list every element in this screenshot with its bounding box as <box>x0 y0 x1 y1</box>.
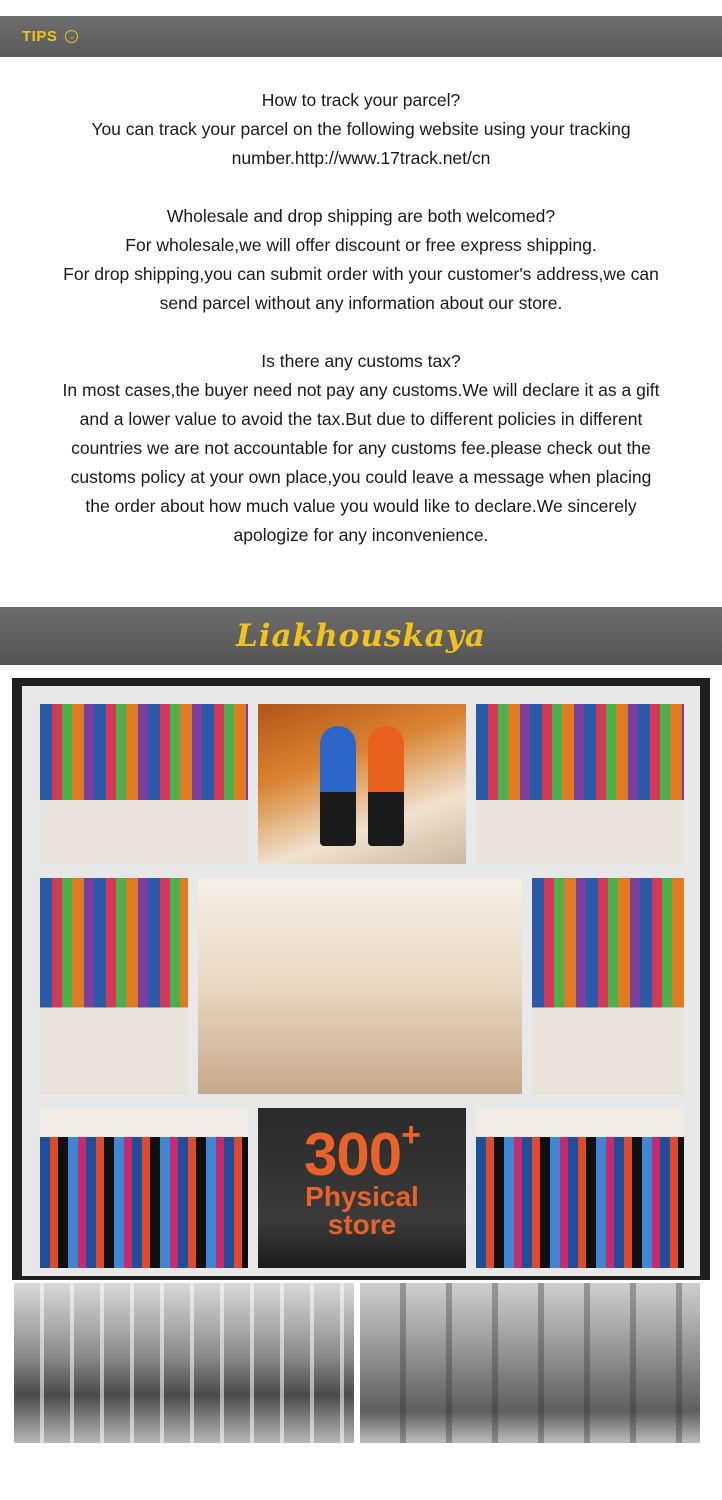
faq-answer-line: In most cases,the buyer need not pay any customs.We will declare it as a gift <box>62 380 660 400</box>
store-photo-gallery <box>12 678 710 1280</box>
store-photo <box>476 704 684 864</box>
store-photo-mannequins <box>258 704 466 864</box>
store-name: Liakhouskaya <box>235 618 486 654</box>
promo-line-2: store <box>327 1209 397 1240</box>
faq-question: Wholesale and drop shipping are both welcomed? <box>166 206 556 226</box>
store-photo <box>476 1108 684 1268</box>
store-photo <box>40 704 248 864</box>
store-photo <box>40 1108 248 1268</box>
faq-answer-line: countries we are not accountable for any customs fee.please check out the <box>71 438 651 458</box>
faq-answer-line: For wholesale,we will offer discount or free express shipping. <box>125 235 597 255</box>
faq-answer-line: customs policy at your own place,you could leave a message when placing <box>70 467 652 487</box>
gallery-frame <box>22 686 700 1276</box>
faq-answer-line: number.http://www.17track.net/cn <box>231 148 491 168</box>
promo-line-1: Physical <box>305 1181 419 1212</box>
faq-answer-line: For drop shipping,you can submit order with your customer's address,we can <box>63 264 659 284</box>
factory-photo-warehouse <box>360 1283 700 1443</box>
mannequin <box>368 726 404 846</box>
tips-header <box>0 16 722 57</box>
promo-count-number: 300 <box>304 1121 402 1188</box>
faq-answer-line: the order about how much value you would like to declare.We sincerely <box>85 496 637 516</box>
faq-answer-line: and a lower value to avoid the tax.But due to different policies in different <box>79 409 643 429</box>
faq-answer-line: send parcel without any information about our store. <box>159 293 563 313</box>
tips-label: TIPS <box>22 28 58 45</box>
faq-tracking <box>20 86 702 173</box>
promo-physical-store <box>258 1108 466 1268</box>
mannequin <box>320 726 356 846</box>
faq-section <box>20 86 702 579</box>
store-banner <box>0 607 722 665</box>
store-photo <box>532 878 684 1094</box>
chevron-down-circle-icon[interactable]: ⌄ <box>65 30 78 43</box>
faq-answer-line: apologize for any inconvenience. <box>233 525 489 545</box>
store-photo <box>40 878 188 1094</box>
factory-photo-embroidery <box>14 1283 354 1443</box>
promo-count <box>258 1116 466 1189</box>
faq-question: How to track your parcel? <box>261 90 461 110</box>
faq-question: Is there any customs tax? <box>261 351 461 371</box>
faq-wholesale <box>20 202 702 318</box>
store-photo-interior <box>198 878 522 1094</box>
promo-plus: + <box>401 1116 420 1154</box>
faq-customs <box>20 347 702 550</box>
faq-answer-line: You can track your parcel on the following website using your tracking <box>91 119 631 139</box>
